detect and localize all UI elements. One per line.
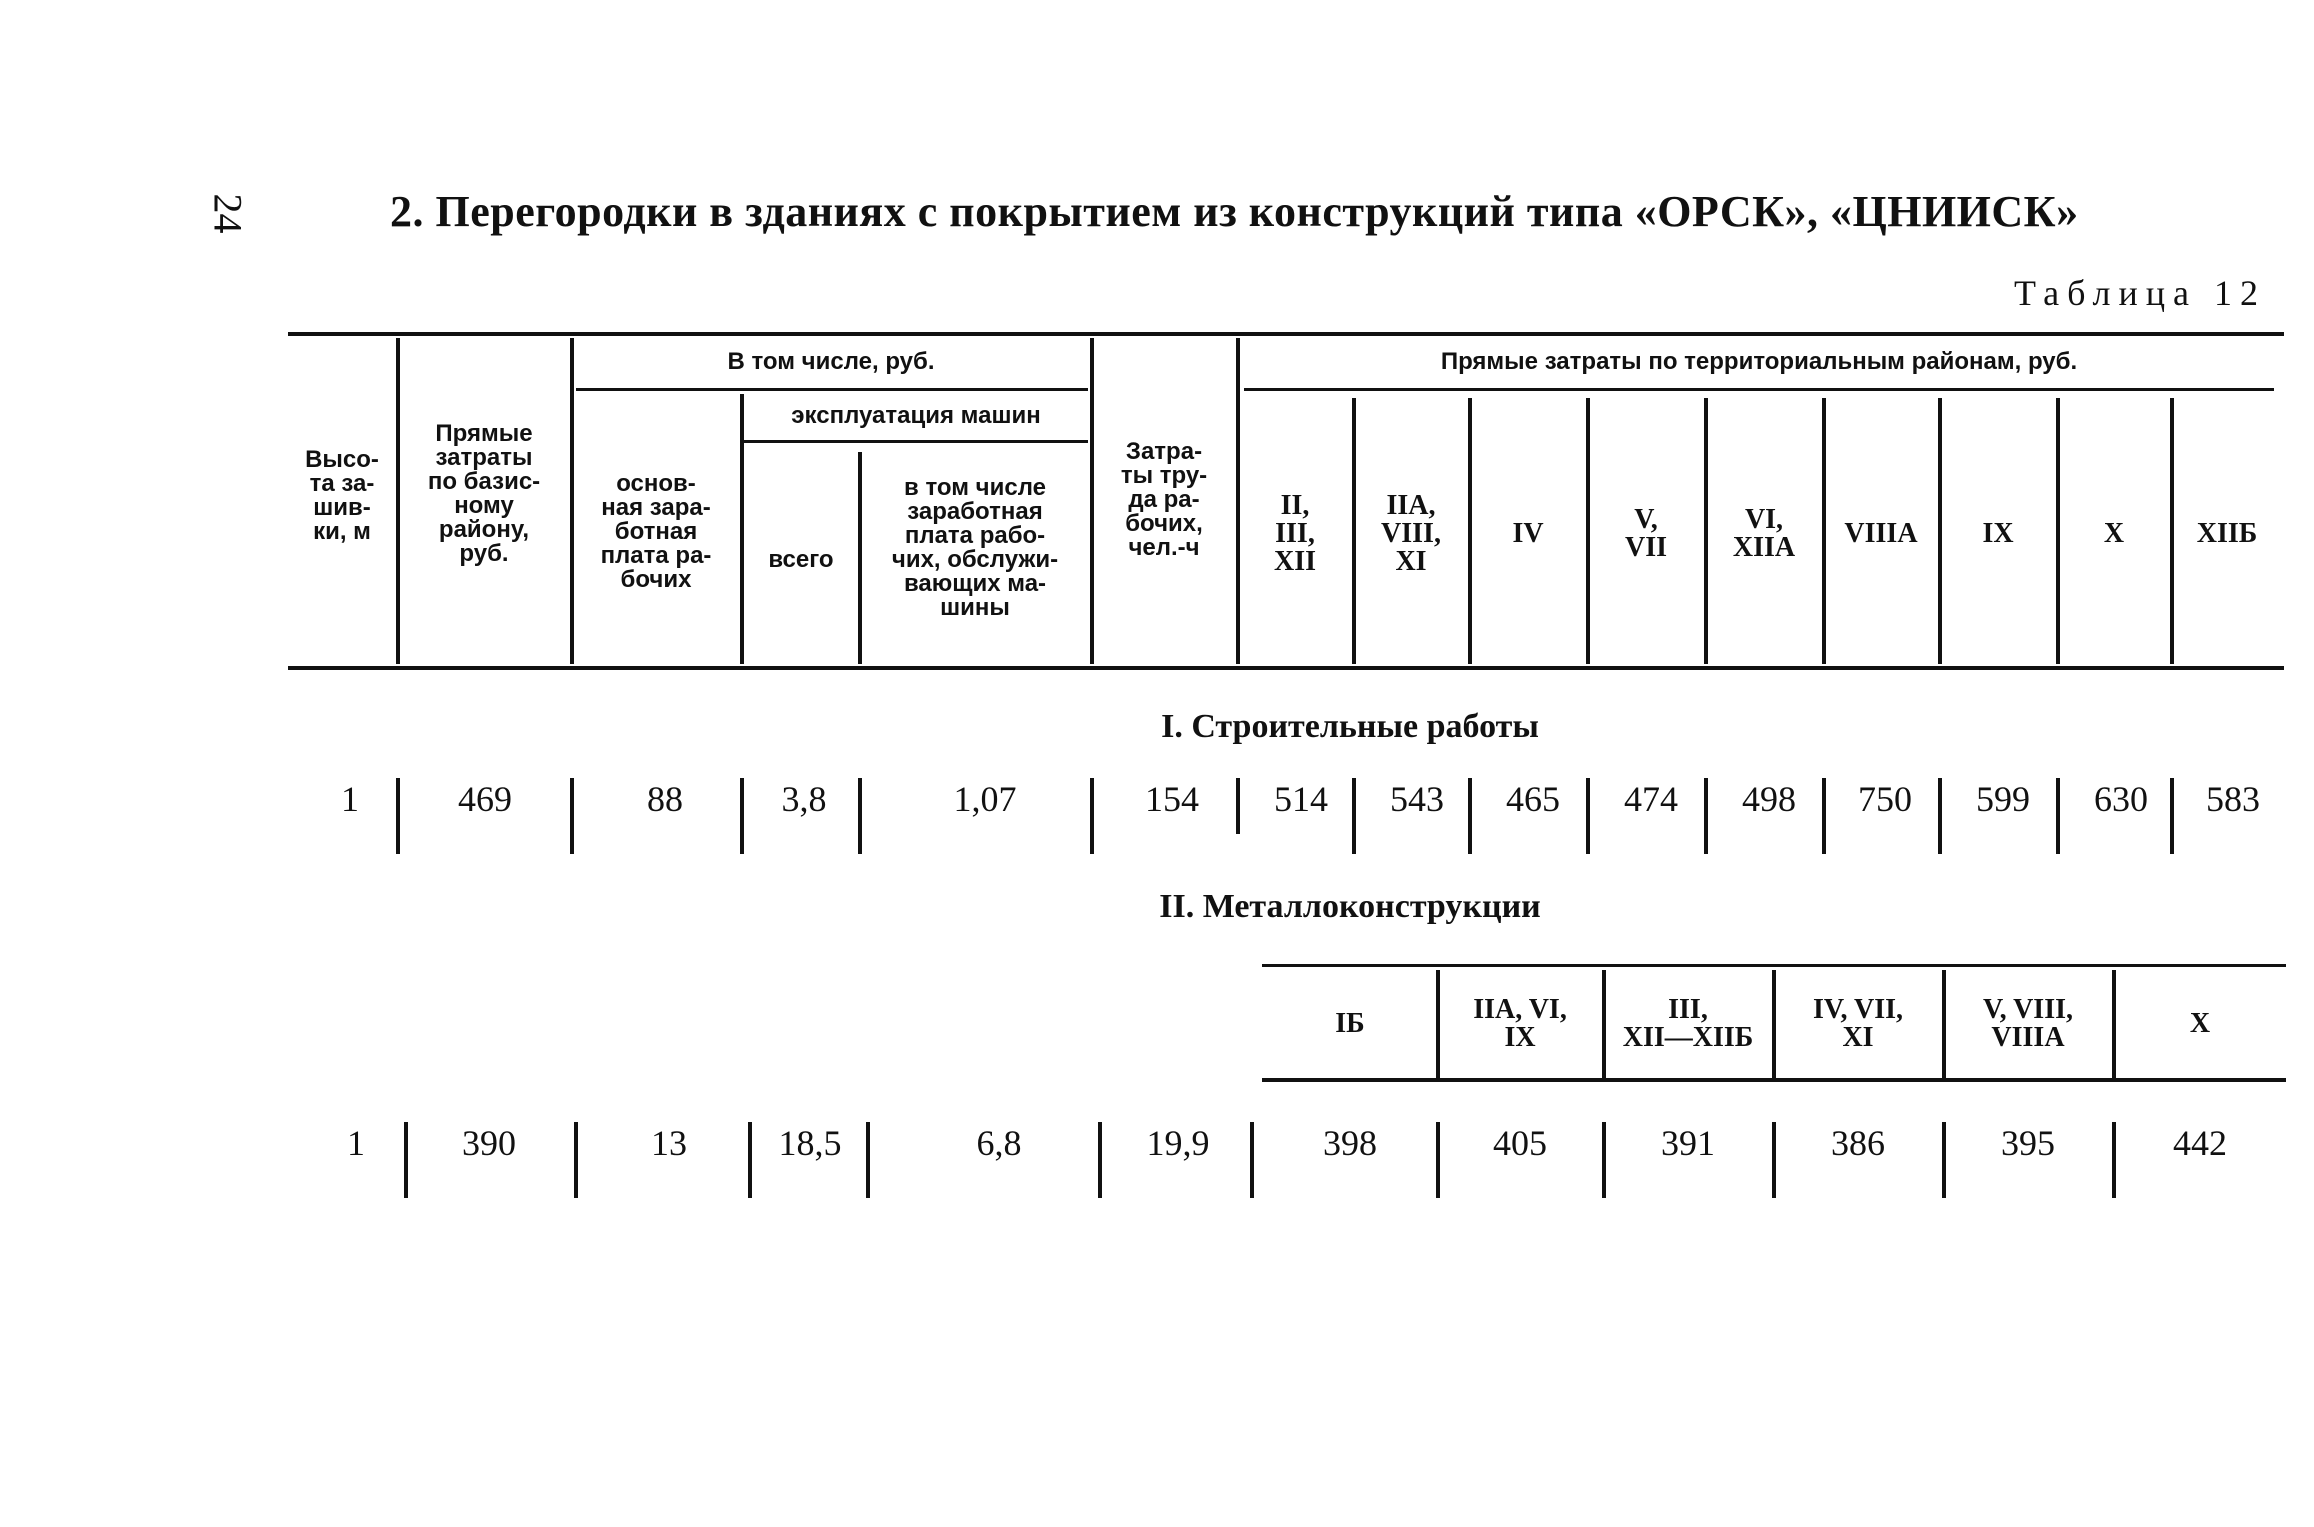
s1-region: 465 <box>1506 779 1560 819</box>
s1-height: 1 <box>341 779 359 819</box>
row-divider <box>574 1122 578 1198</box>
s2-region: 395 <box>2001 1123 2055 1163</box>
row-divider <box>1468 778 1472 854</box>
header-machines-salary: в том числе заработная плата рабо- чих, обслужи- вающих ма- шины <box>891 474 1059 621</box>
s2-machines-total: 18,5 <box>778 1123 842 1163</box>
s2-height: 1 <box>347 1123 365 1163</box>
header-machines-total: всего <box>768 546 834 573</box>
s1-base-cost: 469 <box>458 779 512 819</box>
s1-region: 543 <box>1390 779 1444 819</box>
page-title: 2. Перегородки в зданиях с покрытием из конструкций типа «ОРСК», «ЦНИИСК» <box>390 187 2079 236</box>
s2-region: 442 <box>2173 1123 2227 1163</box>
row-divider <box>1352 778 1356 854</box>
s2-region: 405 <box>1493 1123 1547 1163</box>
header-incl-group: В том числе, руб. <box>727 348 935 375</box>
row-divider <box>1822 778 1826 854</box>
machines-group-rule <box>744 440 1088 443</box>
s2-header-region: IV, VII, XI <box>1812 994 1903 1053</box>
s2-header-region: IIA, VI, IX <box>1473 994 1567 1053</box>
header-salary: основ- ная зара- ботная плата ра- бочих <box>600 470 712 593</box>
row-divider <box>404 1122 408 1198</box>
header-region: IX <box>1982 518 2014 549</box>
s2-region: 391 <box>1661 1123 1715 1163</box>
row-divider <box>866 1122 870 1198</box>
row-divider <box>1436 1122 1440 1198</box>
s1-region: 750 <box>1858 779 1912 819</box>
row-divider <box>570 778 574 854</box>
s1-machines-total: 3,8 <box>781 779 827 819</box>
section-2-header-top <box>1262 964 2286 967</box>
header-height: Высо- та за- шив- ки, м <box>305 446 379 545</box>
header-divider <box>740 394 744 664</box>
page-number: 24 <box>205 193 251 234</box>
s1-salary: 88 <box>647 779 683 819</box>
section-1-title: I. Строительные работы <box>1161 708 1539 745</box>
row-divider <box>1772 1122 1776 1198</box>
row-divider <box>1942 1122 1946 1198</box>
row-divider <box>1602 1122 1606 1198</box>
row-divider <box>748 1122 752 1198</box>
row-divider <box>1236 778 1240 834</box>
table-header-bottom-rule <box>288 666 2284 670</box>
section-2-title: II. Металлоконструкции <box>1159 888 1541 925</box>
row-divider <box>858 778 862 854</box>
s2-header-region: X <box>2189 1008 2211 1039</box>
header-machines-group: эксплуатация машин <box>791 402 1041 429</box>
table-top-rule <box>288 332 2284 336</box>
header-region: II, III, XII <box>1273 490 1316 577</box>
s2-machines-salary: 6,8 <box>976 1123 1022 1163</box>
s1-labor: 154 <box>1145 779 1199 819</box>
header-labor: Затра- ты тру- да ра- бочих, чел.-ч <box>1120 438 1208 561</box>
row-divider <box>1090 778 1094 854</box>
header-region: IIA, VIII, XI <box>1381 490 1441 577</box>
header-divider <box>396 338 400 664</box>
header-region: X <box>2103 518 2125 549</box>
s1-region: 583 <box>2206 779 2260 819</box>
s1-machines-salary: 1,07 <box>953 779 1017 819</box>
s2-base-cost: 390 <box>462 1123 516 1163</box>
row-divider <box>1586 778 1590 854</box>
s1-region: 599 <box>1976 779 2030 819</box>
header-region: V, VII <box>1624 504 1667 563</box>
s1-region: 498 <box>1742 779 1796 819</box>
row-divider <box>396 778 400 854</box>
header-region: IV <box>1512 518 1544 549</box>
header-base-cost: Прямые затраты по базис- ному району, руб. <box>427 420 541 567</box>
header-region: XIIБ <box>2196 518 2258 549</box>
row-divider <box>1098 1122 1102 1198</box>
row-divider <box>2170 778 2174 854</box>
s1-region: 474 <box>1624 779 1678 819</box>
s2-labor: 19,9 <box>1146 1123 1210 1163</box>
incl-group-rule <box>576 388 1088 391</box>
s1-region: 630 <box>2094 779 2148 819</box>
header-region: VI, XIIA <box>1732 504 1796 563</box>
row-divider <box>2112 1122 2116 1198</box>
s2-region: 398 <box>1323 1123 1377 1163</box>
s2-header-region: IБ <box>1335 1008 1365 1039</box>
header-region: VIIIA <box>1844 518 1918 549</box>
s2-header-region: V, VIII, VIIIA <box>1982 994 2073 1053</box>
table-label: Таблица 12 <box>2014 273 2266 313</box>
header-regions-group: Прямые затраты по территориальным районам, руб. <box>1440 348 2078 375</box>
section-2-header-bottom <box>1262 1078 2286 1082</box>
row-divider <box>740 778 744 854</box>
row-divider <box>1704 778 1708 854</box>
regions-group-rule <box>1244 388 2274 391</box>
s1-region: 514 <box>1274 779 1328 819</box>
row-divider <box>1938 778 1942 854</box>
s2-region: 386 <box>1831 1123 1885 1163</box>
header-divider <box>570 338 574 664</box>
s2-salary: 13 <box>651 1123 687 1163</box>
s2-header-region: III, XII—XIIБ <box>1622 994 1754 1053</box>
row-divider <box>2056 778 2060 854</box>
row-divider <box>1250 1122 1254 1198</box>
